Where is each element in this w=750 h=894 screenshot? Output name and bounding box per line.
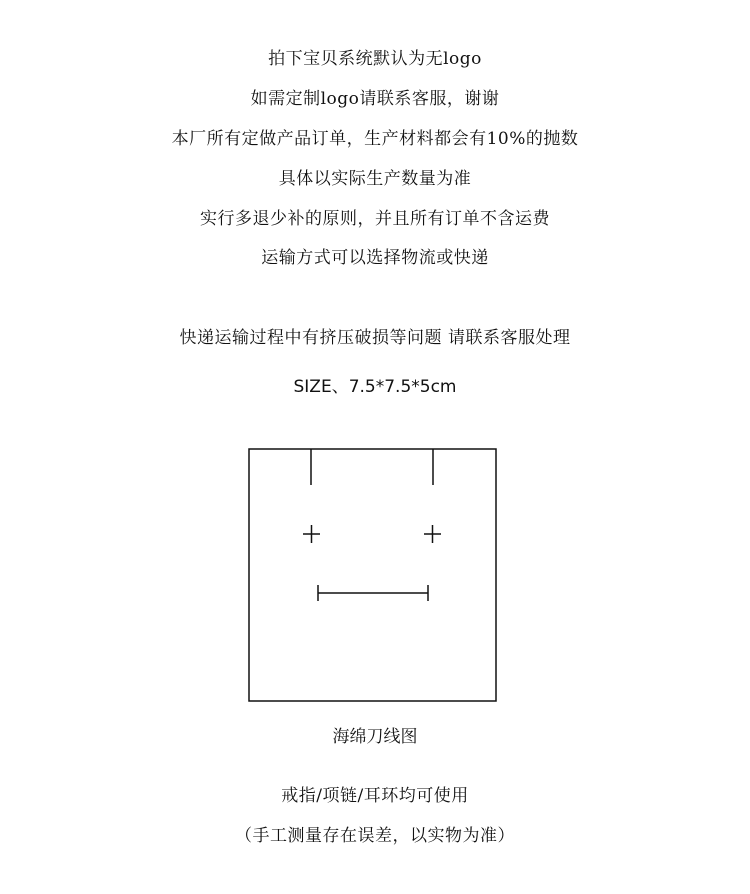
size-text: SIZE、7.5*7.5*5cm	[293, 377, 457, 397]
disclaimer-text: （手工测量存在误差，以实物为准）	[235, 826, 515, 846]
diagram-caption: 海绵刀线图	[332, 727, 418, 747]
note-line-4: 具体以实际生产数量为准	[278, 169, 472, 189]
diagram-outline	[249, 449, 496, 701]
usage-text: 戒指/项链/耳环均可使用	[281, 786, 469, 806]
cross-left	[303, 525, 320, 543]
note-line-5: 实行多退少补的原则，并且所有订单不含运费	[200, 209, 550, 229]
cross-right	[424, 525, 441, 543]
sponge-cut-line-diagram	[248, 448, 498, 704]
horizontal-slot	[318, 585, 428, 601]
note-line-1: 拍下宝贝系统默认为无logo	[268, 49, 482, 69]
note-line-3: 本厂所有定做产品订单，生产材料都会有10%的抛数	[171, 129, 579, 149]
note-line-6: 运输方式可以选择物流或快递	[261, 248, 489, 268]
note-line-2: 如需定制logo请联系客服，谢谢	[250, 89, 500, 109]
shipping-note: 快递运输过程中有挤压破损等问题 请联系客服处理	[179, 328, 571, 348]
